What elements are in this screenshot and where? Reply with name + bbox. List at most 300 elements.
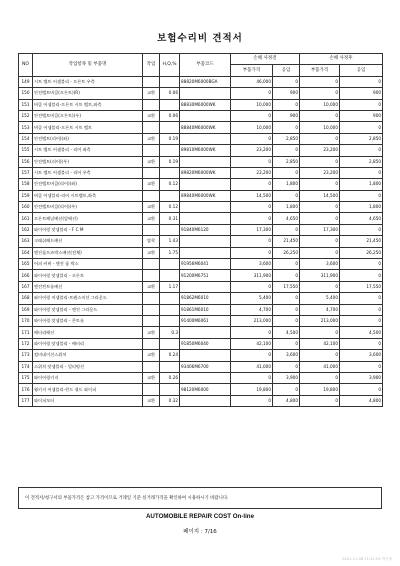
row-after-parts-price: 42,100 xyxy=(300,338,340,349)
row-before-labor: 4,650 xyxy=(273,213,300,224)
row-after-parts-price: 0 xyxy=(300,110,340,121)
row-part-code: 91840M6120 xyxy=(180,224,231,235)
table-row xyxy=(19,384,383,395)
row-hq xyxy=(160,167,180,178)
row-after-parts-price: 10,000 xyxy=(300,99,340,110)
row-after-labor: 0 xyxy=(340,167,383,178)
row-after-parts-price: 0 xyxy=(300,179,340,190)
row-part-code xyxy=(180,247,231,258)
row-after-parts-price: 23,200 xyxy=(300,167,340,178)
row-no: 172 xyxy=(19,338,33,349)
row-item-name: 배터리배선 xyxy=(33,327,143,338)
row-after-labor: 2,850 xyxy=(340,133,383,144)
row-before-labor: 0 xyxy=(273,315,300,326)
row-after-parts-price: 0 xyxy=(300,76,340,87)
row-item-name: 시트 벨트 어셈블리 - 리어 좌측 xyxy=(33,145,143,156)
row-no: 159 xyxy=(19,190,33,201)
row-after-labor: 4,800 xyxy=(340,395,383,406)
row-work-type xyxy=(143,361,160,372)
row-part-code xyxy=(180,88,231,99)
row-hq: 0.06 xyxy=(160,110,180,121)
row-part-code: 91850M6040 xyxy=(180,338,231,349)
row-after-labor: 0 xyxy=(340,338,383,349)
row-hq xyxy=(160,145,180,156)
page-number: 페이지 : 7/16 xyxy=(183,529,217,535)
row-part-code xyxy=(180,327,231,338)
row-hq: 0.32 xyxy=(160,395,180,406)
table-row xyxy=(19,202,383,213)
table-row xyxy=(19,179,383,190)
row-before-parts-price: 0 xyxy=(231,133,273,144)
row-item-name: 안전벨트(리어)(좌) xyxy=(33,133,143,144)
row-item-name: 안전벨트버클(리어)(좌) xyxy=(33,179,143,190)
table-row xyxy=(19,270,383,281)
row-part-code xyxy=(180,372,231,383)
row-before-parts-price: 0 xyxy=(231,88,273,99)
row-before-parts-price: 23,200 xyxy=(231,167,273,178)
row-before-parts-price: 0 xyxy=(231,110,273,121)
row-part-code xyxy=(180,202,231,213)
row-hq xyxy=(160,259,180,270)
row-after-parts-price: 0 xyxy=(300,202,340,213)
row-no: 162 xyxy=(19,224,33,235)
row-before-parts-price: 0 xyxy=(231,156,273,167)
col-hq: H,Q,% xyxy=(160,54,180,77)
row-after-parts-price: 0 xyxy=(300,350,340,361)
row-after-parts-price: 311,900 xyxy=(300,270,340,281)
row-before-labor: 900 xyxy=(273,88,300,99)
row-item-name: 스위치 앗셈블리 - 멀티펑션 xyxy=(33,361,143,372)
row-hq xyxy=(160,76,180,87)
row-work-type xyxy=(143,304,160,315)
row-work-type xyxy=(143,167,160,178)
row-hq xyxy=(160,361,180,372)
row-after-parts-price: 23,200 xyxy=(300,145,340,156)
row-part-code xyxy=(180,236,231,247)
table-row xyxy=(19,361,383,372)
row-work-type xyxy=(143,293,160,304)
row-item-name: 윙키지 어셈블리-윈드 쉴드 와이퍼 xyxy=(33,384,143,395)
row-work-type xyxy=(143,122,160,133)
row-part-code xyxy=(180,350,231,361)
row-work-type xyxy=(143,338,160,349)
row-work-type: 탈착 xyxy=(143,236,160,247)
row-after-parts-price: 0 xyxy=(300,236,340,247)
row-before-labor: 0 xyxy=(273,259,300,270)
row-item-name: 와이어링 앗셈블리 - 배터리 xyxy=(33,338,143,349)
row-part-code xyxy=(180,213,231,224)
row-before-parts-price: 0 xyxy=(231,202,273,213)
row-before-labor: 0 xyxy=(273,361,300,372)
row-hq: 0.24 xyxy=(160,350,180,361)
row-item-name: 와이어링 앗셈블리 - 엔진 그라운드 xyxy=(33,304,143,315)
row-after-labor: 0 xyxy=(340,259,383,270)
row-part-code: 89840M6000WK xyxy=(180,190,231,201)
row-hq: 0.31 xyxy=(160,213,180,224)
row-no: 175 xyxy=(19,372,33,383)
table-row xyxy=(19,247,383,258)
row-item-name: 안전벨트(리어)(우) xyxy=(33,156,143,167)
table-row xyxy=(19,259,383,270)
table-row xyxy=(19,190,383,201)
row-before-labor: 3,600 xyxy=(273,350,300,361)
row-work-type: 교환 xyxy=(143,202,160,213)
row-before-labor: 0 xyxy=(273,76,300,87)
row-part-code: 93406M6700 xyxy=(180,361,231,372)
row-after-parts-price: 14,500 xyxy=(300,190,340,201)
row-work-type: 교환 xyxy=(143,110,160,121)
row-no: 168 xyxy=(19,293,33,304)
row-hq xyxy=(160,270,180,281)
row-work-type: 교환 xyxy=(143,179,160,190)
row-no: 149 xyxy=(19,76,33,87)
table-row xyxy=(19,224,383,235)
row-work-type xyxy=(143,99,160,110)
col-work: 작업 xyxy=(143,54,160,77)
row-no: 151 xyxy=(19,99,33,110)
row-after-labor: 0 xyxy=(340,270,383,281)
row-after-labor: 0 xyxy=(340,361,383,372)
row-after-parts-price: 0 xyxy=(300,88,340,99)
row-item-name: 와이어링 어셈블리-트랜스미션 그라운드 xyxy=(33,293,143,304)
row-before-labor: 0 xyxy=(273,293,300,304)
table-row xyxy=(19,395,383,406)
row-before-parts-price: 0 xyxy=(231,327,273,338)
row-item-name: 어퍼 커버 - 엔진 룸 박스 xyxy=(33,259,143,270)
row-no: 154 xyxy=(19,133,33,144)
row-work-type xyxy=(143,270,160,281)
row-work-type xyxy=(143,76,160,87)
row-after-labor: 3,600 xyxy=(340,350,383,361)
row-hq xyxy=(160,315,180,326)
row-after-parts-price: 19,800 xyxy=(300,384,340,395)
row-work-type: 교환 xyxy=(143,281,160,292)
col-no: NO xyxy=(19,54,33,77)
row-before-labor: 1,800 xyxy=(273,202,300,213)
row-item-name: 버클 어셈블리-프론트 시트 벨트,좌측 xyxy=(33,99,143,110)
col-before-labor: 공임 xyxy=(273,65,300,76)
row-no: 161 xyxy=(19,213,33,224)
table-row xyxy=(19,110,383,121)
table-row xyxy=(19,304,383,315)
row-hq: 0.06 xyxy=(160,88,180,99)
row-before-labor: 0 xyxy=(273,338,300,349)
table-row xyxy=(19,236,383,247)
row-before-parts-price: 10,000 xyxy=(231,99,273,110)
row-hq: 0.19 xyxy=(160,156,180,167)
row-before-parts-price: 0 xyxy=(231,395,273,406)
row-item-name: 와이퍼모터 xyxy=(33,395,143,406)
row-hq: 1.43 xyxy=(160,236,180,247)
row-part-code: 91862M6010 xyxy=(180,293,231,304)
row-before-labor: 0 xyxy=(273,304,300,315)
row-item-name: 컴비네이션스위치 xyxy=(33,350,143,361)
table-row xyxy=(19,293,383,304)
row-before-labor: 2,850 xyxy=(273,156,300,167)
table-row xyxy=(19,156,383,167)
row-before-labor: 900 xyxy=(273,110,300,121)
row-before-labor: 0 xyxy=(273,145,300,156)
row-item-name: 와이어링 앗셈블리 - F C M xyxy=(33,224,143,235)
row-hq: 0.12 xyxy=(160,179,180,190)
row-no: 165 xyxy=(19,259,33,270)
row-before-parts-price: 0 xyxy=(231,236,273,247)
table-row xyxy=(19,350,383,361)
row-after-parts-price: 0 xyxy=(300,372,340,383)
row-no: 156 xyxy=(19,156,33,167)
row-before-parts-price: 23,200 xyxy=(231,145,273,156)
row-after-parts-price: 17,300 xyxy=(300,224,340,235)
row-after-parts-price: 0 xyxy=(300,327,340,338)
row-work-type xyxy=(143,259,160,270)
row-no: 169 xyxy=(19,304,33,315)
row-work-type: 교환 xyxy=(143,350,160,361)
row-before-parts-price: 3,600 xyxy=(231,259,273,270)
row-part-code: 98120M6000 xyxy=(180,384,231,395)
row-hq xyxy=(160,224,180,235)
row-before-parts-price: 14,500 xyxy=(231,190,273,201)
row-after-labor: 0 xyxy=(340,99,383,110)
row-hq: 1.17 xyxy=(160,281,180,292)
row-part-code xyxy=(180,281,231,292)
row-item-name: 버클 어셈블리-리어 시트벨트,좌측 xyxy=(33,190,143,201)
table-row xyxy=(19,145,383,156)
row-no: 167 xyxy=(19,281,33,292)
col-before-assessment: 손해 사정전 xyxy=(231,54,300,65)
row-after-labor: 0 xyxy=(340,122,383,133)
table-row xyxy=(19,99,383,110)
row-before-parts-price: 0 xyxy=(231,179,273,190)
row-work-type: 교환 xyxy=(143,133,160,144)
row-before-parts-price: 19,800 xyxy=(231,384,273,395)
row-after-labor: 0 xyxy=(340,76,383,87)
row-after-labor: 0 xyxy=(340,145,383,156)
row-no: 163 xyxy=(19,236,33,247)
table-row xyxy=(19,338,383,349)
row-hq: 1.75 xyxy=(160,247,180,258)
table-row xyxy=(19,281,383,292)
row-part-code: 91200M6751 xyxy=(180,270,231,281)
col-item: 작업항목 및 부품명 xyxy=(33,54,143,77)
row-hq: 0.26 xyxy=(160,372,180,383)
row-after-labor: 0 xyxy=(340,190,383,201)
row-before-parts-price: 17,300 xyxy=(231,224,273,235)
row-no: 160 xyxy=(19,202,33,213)
row-no: 164 xyxy=(19,247,33,258)
table-body xyxy=(19,76,383,406)
row-part-code: 88820M6000BGA xyxy=(180,76,231,87)
row-after-parts-price: 0 xyxy=(300,281,340,292)
row-before-parts-price: 4,700 xyxy=(231,304,273,315)
row-after-labor: 4,650 xyxy=(340,213,383,224)
row-after-parts-price: 5,400 xyxy=(300,293,340,304)
table-header xyxy=(19,54,383,77)
row-no: 170 xyxy=(19,315,33,326)
table-row xyxy=(19,122,383,133)
row-after-labor: 900 xyxy=(340,110,383,121)
row-after-labor: 1,800 xyxy=(340,202,383,213)
row-before-labor: 0 xyxy=(273,122,300,133)
row-no: 174 xyxy=(19,361,33,372)
row-no: 158 xyxy=(19,179,33,190)
row-part-code: 89810M6000WK xyxy=(180,145,231,156)
row-item-name: 와이어링 앗셈블리 - 콘트롤 xyxy=(33,315,143,326)
row-work-type: 교환 xyxy=(143,372,160,383)
row-item-name: 엔진컨트롤배선 xyxy=(33,281,143,292)
row-after-labor: 4,500 xyxy=(340,327,383,338)
row-after-labor: 1,800 xyxy=(340,179,383,190)
row-work-type xyxy=(143,224,160,235)
row-after-labor: 2,850 xyxy=(340,156,383,167)
row-before-parts-price: 46,000 xyxy=(231,76,273,87)
row-item-name: 엔진룸프즈박스배선(전체) xyxy=(33,247,143,258)
row-after-parts-price: 0 xyxy=(300,156,340,167)
row-after-labor: 0 xyxy=(340,293,383,304)
row-after-labor: 0 xyxy=(340,315,383,326)
row-before-labor: 2,850 xyxy=(273,133,300,144)
row-before-parts-price: 0 xyxy=(231,350,273,361)
estimate-table xyxy=(18,53,383,407)
row-before-labor: 0 xyxy=(273,270,300,281)
row-no: 171 xyxy=(19,327,33,338)
row-no: 153 xyxy=(19,122,33,133)
row-hq xyxy=(160,293,180,304)
table-row xyxy=(19,88,383,99)
row-after-parts-price: 4,700 xyxy=(300,304,340,315)
row-after-parts-price: 3,600 xyxy=(300,259,340,270)
row-after-labor: 21,450 xyxy=(340,236,383,247)
row-after-parts-price: 41,000 xyxy=(300,361,340,372)
row-after-labor: 0 xyxy=(340,384,383,395)
row-before-labor: 1,800 xyxy=(273,179,300,190)
row-item-name: 크래쉬패드배선 xyxy=(33,236,143,247)
row-before-labor: 0 xyxy=(273,167,300,178)
row-before-parts-price: 42,100 xyxy=(231,338,273,349)
row-hq xyxy=(160,99,180,110)
row-part-code: 91861M6010 xyxy=(180,304,231,315)
row-before-parts-price: 0 xyxy=(231,213,273,224)
row-work-type: 교환 xyxy=(143,156,160,167)
table-row xyxy=(19,167,383,178)
print-timestamp: 2021-11-08 11:51:53 박기대 xyxy=(342,557,392,561)
row-before-labor: 21,450 xyxy=(273,236,300,247)
row-hq xyxy=(160,338,180,349)
row-after-parts-price: 10,000 xyxy=(300,122,340,133)
row-work-type: 교환 xyxy=(143,247,160,258)
table-row xyxy=(19,327,383,338)
row-item-name: 안전벨트버클(리어)(우) xyxy=(33,202,143,213)
col-after-labor: 공임 xyxy=(340,65,383,76)
col-after-parts-price: 부품가격 xyxy=(300,65,340,76)
row-part-code: 88830M6000WK xyxy=(180,99,231,110)
row-part-code xyxy=(180,156,231,167)
row-hq: 0.3 xyxy=(160,327,180,338)
row-work-type: 교환 xyxy=(143,88,160,99)
row-work-type: 교환 xyxy=(143,327,160,338)
row-before-labor: 3,900 xyxy=(273,372,300,383)
table-row xyxy=(19,133,383,144)
row-item-name: 시트 벨트 어셈블리 - 프론트 우측 xyxy=(33,76,143,87)
row-before-labor: 0 xyxy=(273,99,300,110)
row-hq: 0.12 xyxy=(160,202,180,213)
row-no: 150 xyxy=(19,88,33,99)
row-part-code xyxy=(180,395,231,406)
row-before-parts-price: 10,000 xyxy=(231,122,273,133)
row-item-name: 안전벨트버클(프론트)(우) xyxy=(33,110,143,121)
row-before-labor: 17,550 xyxy=(273,281,300,292)
row-item-name: 시트 벨트 어셈블리 - 리어 우측 xyxy=(33,167,143,178)
row-no: 157 xyxy=(19,167,33,178)
row-after-parts-price: 0 xyxy=(300,395,340,406)
row-after-parts-price: 0 xyxy=(300,133,340,144)
row-before-parts-price: 213,000 xyxy=(231,315,273,326)
row-before-parts-price: 0 xyxy=(231,372,273,383)
row-after-parts-price: 0 xyxy=(300,247,340,258)
row-no: 173 xyxy=(19,350,33,361)
row-before-labor: 0 xyxy=(273,190,300,201)
table-row xyxy=(19,372,383,383)
row-item-name: 버클 어셈블리-프론트 시트 벨트 xyxy=(33,122,143,133)
col-before-parts-price: 부품가격 xyxy=(231,65,273,76)
row-part-code: 91956M6041 xyxy=(180,259,231,270)
row-after-labor: 17,550 xyxy=(340,281,383,292)
col-code: 부품코드 xyxy=(180,54,231,77)
row-no: 166 xyxy=(19,270,33,281)
row-work-type: 교환 xyxy=(143,213,160,224)
row-before-parts-price: 41,000 xyxy=(231,361,273,372)
row-before-labor: 4,500 xyxy=(273,327,300,338)
row-item-name: 프론트패널배선(앞배선) xyxy=(33,213,143,224)
row-hq: 0.19 xyxy=(160,133,180,144)
row-before-labor: 26,250 xyxy=(273,247,300,258)
row-work-type xyxy=(143,315,160,326)
footer-brand: AUTOMOBILE REPAIR COST On-line xyxy=(145,513,255,520)
row-before-parts-price: 0 xyxy=(231,247,273,258)
row-after-parts-price: 0 xyxy=(300,213,340,224)
row-work-type xyxy=(143,145,160,156)
row-no: 155 xyxy=(19,145,33,156)
row-item-name: 와이어링키지 xyxy=(33,372,143,383)
table-row xyxy=(19,315,383,326)
row-work-type xyxy=(143,384,160,395)
row-after-labor: 900 xyxy=(340,88,383,99)
row-after-labor: 0 xyxy=(340,224,383,235)
row-item-name: 와이어링 앗셈블리 - 프론트 xyxy=(33,270,143,281)
table-row xyxy=(19,76,383,87)
row-after-parts-price: 213,000 xyxy=(300,315,340,326)
row-no: 176 xyxy=(19,384,33,395)
table-row xyxy=(19,213,383,224)
row-before-labor: 0 xyxy=(273,224,300,235)
row-part-code: 88840M6000WK xyxy=(180,122,231,133)
row-before-parts-price: 311,900 xyxy=(231,270,273,281)
row-part-code xyxy=(180,179,231,190)
row-work-type xyxy=(143,190,160,201)
row-part-code xyxy=(180,110,231,121)
row-after-labor: 26,250 xyxy=(340,247,383,258)
row-before-parts-price: 0 xyxy=(231,281,273,292)
row-work-type: 교환 xyxy=(143,395,160,406)
row-hq xyxy=(160,190,180,201)
col-after-assessment: 손해 사정후 xyxy=(300,54,383,65)
document-title: 보험수리비 견적서 xyxy=(157,33,243,44)
price-notice: 이 견적서/청구서의 부품가격은 참고 가격이므로 거래일 기준 실거래가격을 확인하여 시용하시기 바랍니다. xyxy=(18,487,382,509)
row-part-code xyxy=(180,133,231,144)
row-hq xyxy=(160,122,180,133)
row-after-labor: 3,900 xyxy=(340,372,383,383)
row-hq xyxy=(160,304,180,315)
row-no: 152 xyxy=(19,110,33,121)
